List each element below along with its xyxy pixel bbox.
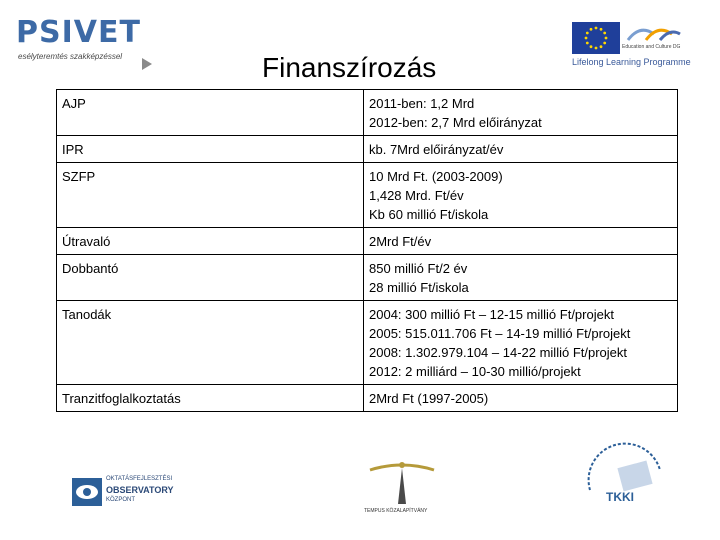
eye-icon (72, 478, 102, 506)
tempus-text: TEMPUS KÖZALAPÍTVÁNY (364, 508, 428, 514)
tkki-logo (580, 440, 670, 520)
psivet-logo (14, 16, 154, 66)
table-row (57, 255, 678, 301)
observatory-line3: KÖZPONT (106, 497, 136, 503)
value-line: 2011-ben: 1,2 Mrd (369, 96, 475, 111)
table-row (57, 228, 678, 255)
llp-text: Lifelong Learning Programme (572, 57, 691, 67)
value-line: Kb 60 millió Ft/iskola (369, 207, 489, 222)
eu-stars-icon (572, 22, 620, 54)
psivet-logo-text: PSIVET (16, 15, 141, 50)
row-label: SZFP (57, 163, 364, 228)
dg-logo (622, 22, 686, 50)
value-line: 2Mrd Ft/év (369, 234, 432, 249)
value-line: 850 millió Ft/2 év (369, 261, 468, 276)
row-value (364, 385, 678, 412)
psivet-tagline: esélyteremtés szakképzéssel (18, 52, 123, 61)
row-value (364, 90, 678, 136)
observatory-line1: OKTATÁSFEJLESZTÉSI (106, 476, 173, 482)
value-line: 10 Mrd Ft. (2003-2009) (369, 169, 503, 184)
funding-table (56, 89, 678, 412)
row-label: Tanodák (57, 301, 364, 385)
row-value (364, 301, 678, 385)
value-line: kb. 7Mrd előirányzat/év (369, 142, 504, 157)
value-line: 2Mrd Ft (1997-2005) (369, 391, 489, 406)
value-line: 2008: 1.302.979.104 – 14-22 millió Ft/projekt (369, 345, 628, 360)
value-line: 2012-ben: 2,7 Mrd előirányzat (369, 115, 542, 130)
play-triangle-icon (142, 58, 152, 70)
table-row (57, 90, 678, 136)
row-value (364, 136, 678, 163)
dg-text: Education and Culture DG (622, 44, 681, 50)
tempus-logo (364, 456, 440, 518)
row-label: Útravaló (57, 228, 364, 255)
table-row (57, 301, 678, 385)
table-row (57, 163, 678, 228)
arcs-icon (626, 22, 682, 42)
value-line: 1,428 Mrd. Ft/év (369, 188, 464, 203)
observatory-logo (72, 476, 172, 508)
value-line: 28 millió Ft/iskola (369, 280, 469, 295)
scale-figure-icon (364, 456, 440, 506)
observatory-line2: OBSERVATORY (106, 485, 174, 495)
row-value (364, 255, 678, 301)
row-label: Dobbantó (57, 255, 364, 301)
tkki-text: TKKI (606, 490, 634, 504)
table-row (57, 136, 678, 163)
table-row (57, 385, 678, 412)
tkki-ring-icon (580, 440, 670, 520)
row-label: IPR (57, 136, 364, 163)
page-title: Finanszírozás (262, 52, 437, 83)
row-label: Tranzitfoglalkoztatás (57, 385, 364, 412)
value-line: 2005: 515.011.706 Ft – 14-19 millió Ft/projekt (369, 326, 631, 341)
value-line: 2004: 300 millió Ft – 12-15 millió Ft/projekt (369, 307, 614, 322)
row-value (364, 163, 678, 228)
observatory-emblem-icon (72, 478, 102, 506)
row-label: AJP (57, 90, 364, 136)
eu-flag-icon (572, 22, 620, 54)
value-line: 2012: 2 milliárd – 10-30 millió/projekt (369, 364, 581, 379)
table-body (57, 90, 678, 412)
row-value (364, 228, 678, 255)
